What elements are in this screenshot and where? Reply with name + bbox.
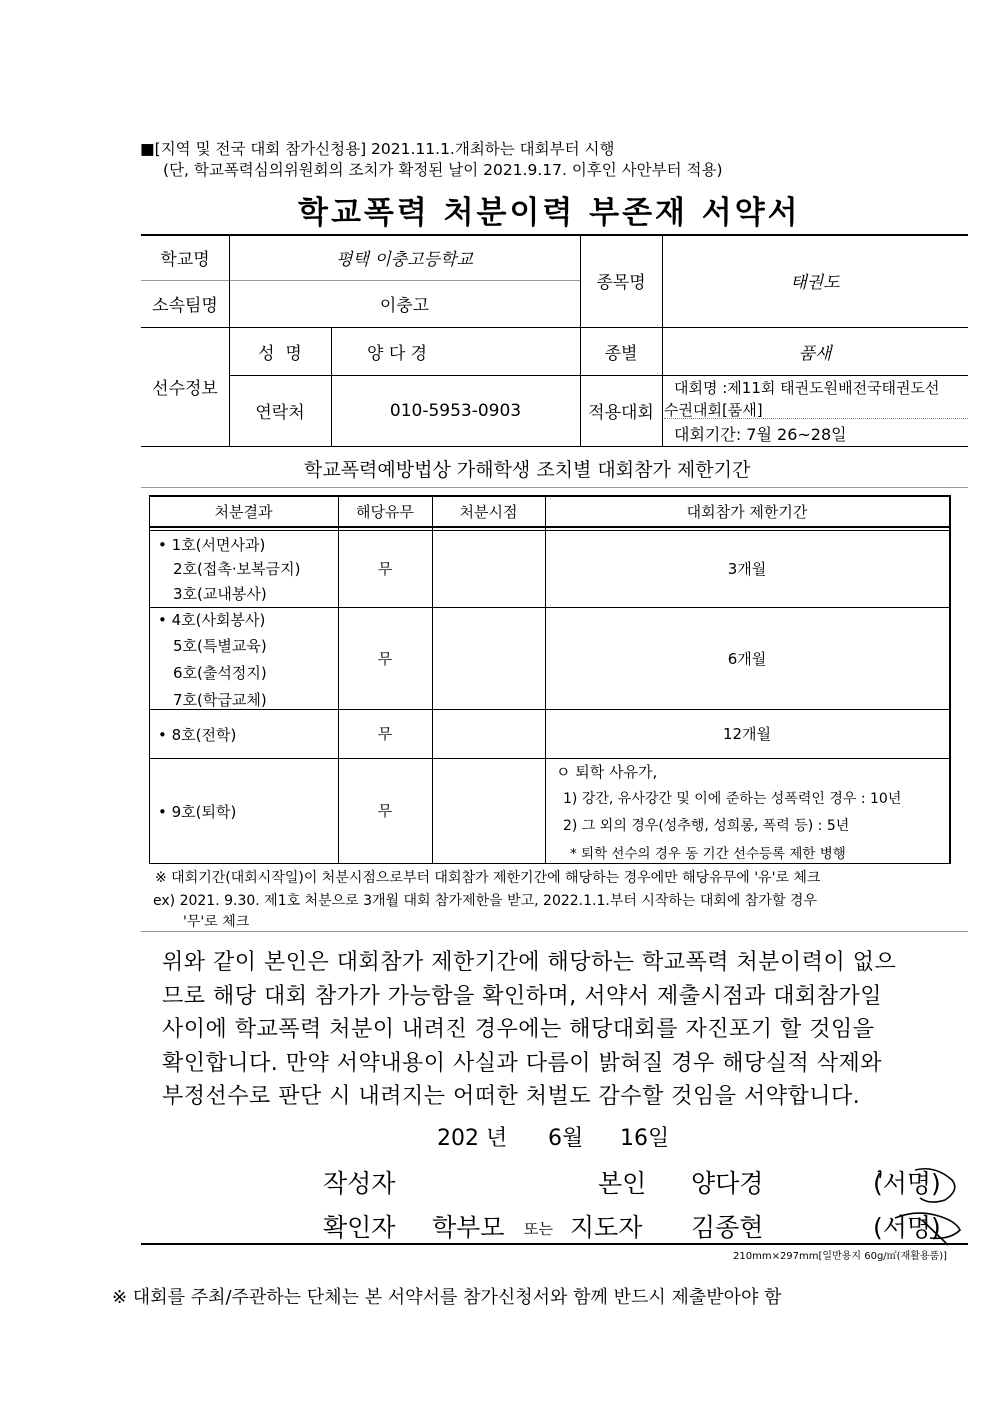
col-header-period: 대회참가 제한기간	[686, 502, 808, 521]
phone-label: 연락처	[255, 403, 305, 423]
date-value	[432, 758, 545, 863]
writer-role: 본인	[598, 1169, 647, 1198]
note-example-cont: '무'로 체크	[183, 914, 250, 930]
note-check-rule: ※ 대회기간(대회시작일)이 처분시점으로부터 대회참가 제한기간에 해당하는 경우에만 해당유무에 '유'로 체크	[155, 870, 821, 886]
section-title: 학교폭력예방법상 가해학생 조치별 대회참가 제한기간	[304, 459, 751, 481]
date-value	[432, 530, 545, 607]
sanction-item: • 9호(퇴학)	[158, 803, 237, 821]
date-day: 16일	[620, 1126, 670, 1151]
col-header-date: 처분시점	[459, 502, 518, 521]
confirmer-name: 김종현	[691, 1213, 764, 1242]
applicable-value: 무	[377, 802, 393, 820]
sanction-item: • 4호(사회봉사)	[158, 611, 266, 629]
writer-label: 작성자	[323, 1169, 396, 1198]
pledge-line: 므로 해당 대회 참가가 가능함을 확인하며, 서약서 제출시점과 대회참가일	[162, 984, 883, 1009]
competition-name-line-2: 수권대회[품새]	[664, 401, 763, 419]
applicable-value: 무	[377, 649, 393, 668]
category-label: 종별	[604, 343, 638, 364]
applicable-value: 무	[377, 560, 393, 578]
sanction-item: 6호(출석정지)	[173, 664, 267, 682]
pledge-line: 확인합니다. 만약 서약내용이 사실과 다름이 밝혀질 경우 해당실적 삭제와	[162, 1051, 883, 1076]
note-example: ex) 2021. 9.30. 제1호 처분으로 3개월 대회 참가제한을 받고, 2022.1.1.부터 시작하는 대회에 참가할 경우	[153, 893, 817, 909]
competition-name-line-1: 대회명 :제11회 태권도원배전국태권도선	[674, 379, 940, 397]
event-value: 태권도	[790, 273, 840, 293]
col-header-result: 처분결과	[214, 502, 273, 521]
event-label: 종목명	[596, 273, 646, 293]
sanction-item: • 1호(서면사과)	[158, 536, 266, 554]
period-line: * 퇴학 선수의 경우 동 기간 선수등록 제한 병행	[570, 846, 846, 862]
applicable-value: 무	[377, 725, 393, 743]
team-value: 이충고	[379, 296, 430, 316]
sanction-item: 2호(접촉·보복금지)	[173, 560, 301, 578]
date-value	[432, 607, 545, 709]
header-line-2: (단, 학교폭력심의위원회의 조치가 확정된 날이 2021.9.17. 이후인 사안부터 적용)	[163, 161, 723, 179]
pledge-line: 위와 같이 본인은 대회참가 제한기간에 해당하는 학교폭력 처분이력이 없으	[162, 950, 897, 975]
name-value: 양 다 경	[367, 343, 428, 364]
period-value: 12개월	[722, 725, 772, 743]
date-year: 202 년	[437, 1126, 508, 1151]
phone-value: 010-5953-0903	[389, 400, 522, 421]
sanction-item: 5호(특별교육)	[173, 637, 267, 655]
date-value	[432, 709, 545, 758]
pledge-line: 부정선수로 판단 시 내려지는 어떠한 처벌도 감수할 것임을 서약합니다.	[162, 1084, 861, 1109]
date-month: 6월	[548, 1126, 584, 1151]
writer-name: 양다경	[691, 1169, 764, 1198]
col-header-applicable: 해당유무	[356, 502, 414, 521]
confirmer-signature-slot: (서명)	[873, 1213, 941, 1242]
period-line: 2) 그 외의 경우(성추행, 성희롱, 폭력 등) : 5년	[563, 818, 850, 834]
period-value: 3개월	[727, 560, 767, 578]
player-info-label: 선수정보	[152, 379, 218, 399]
confirmer-role-parent: 학부모	[432, 1213, 505, 1242]
header-line-1: ■[지역 및 전국 대회 참가신청용] 2021.11.1.개최하는 대회부터 시행	[140, 140, 615, 158]
footer-note: ※ 대회를 주최/주관하는 단체는 본 서약서를 참가신청서와 함께 반드시 제출받아야 함	[112, 1287, 782, 1308]
confirmer-or: 또는	[524, 1220, 553, 1238]
period-value: 6개월	[727, 649, 767, 668]
document-title: 학교폭력 처분이력 부존재 서약서	[298, 195, 801, 231]
school-value: 평택 이충고등학교	[336, 249, 473, 270]
confirmer-label: 확인자	[323, 1213, 396, 1242]
signature-scribble	[860, 1160, 970, 1250]
school-label: 학교명	[160, 249, 210, 270]
team-label: 소속팀명	[152, 296, 218, 316]
competition-label: 적용대회	[588, 403, 654, 423]
sanction-item: 3호(교내봉사)	[173, 585, 267, 603]
sanction-item: • 8호(전학)	[158, 726, 237, 744]
period-line: ㅇ 퇴학 사유가,	[556, 763, 658, 781]
name-label: 성 명	[258, 343, 302, 364]
competition-period: 대회기간: 7월 26~28일	[674, 425, 847, 444]
writer-signature-slot: (서명)	[873, 1169, 941, 1198]
sanction-item: 7호(학급교체)	[173, 691, 267, 709]
paper-spec: 210mm×297mm[일반용지 60g/㎡(재활용품)]	[733, 1251, 948, 1262]
category-value: 품새	[798, 343, 832, 364]
period-line: 1) 강간, 유사강간 및 이에 준하는 성폭력인 경우 : 10년	[563, 791, 902, 807]
pledge-line: 사이에 학교폭력 처분이 내려진 경우에는 해당대회를 자진포기 할 것임을	[162, 1017, 875, 1042]
confirmer-role-coach: 지도자	[570, 1213, 643, 1242]
